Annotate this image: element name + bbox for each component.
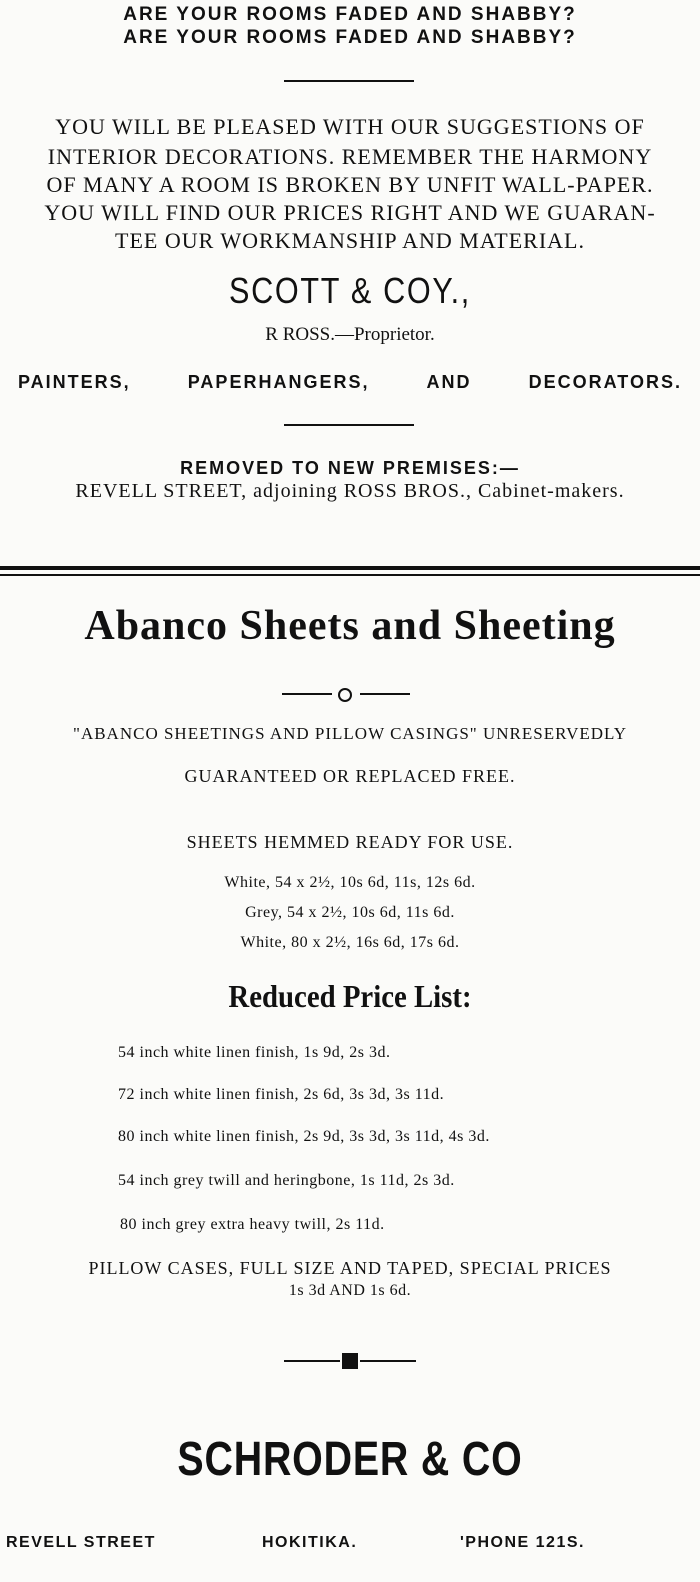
column-divider-thin	[0, 574, 700, 576]
body-line-4: YOU WILL FIND OUR PRICES RIGHT AND WE GUARAN-	[44, 200, 656, 225]
footer-town: HOKITIKA.	[262, 1534, 358, 1551]
ad-title: Abanco Sheets and Sheeting	[84, 603, 616, 649]
price-list-item-1: 54 inch white linen finish, 1s 9d, 2s 3d.	[118, 1044, 391, 1061]
price-list-item-2: 72 inch white linen finish, 2s 6d, 3s 3d, 3s 11d.	[118, 1086, 445, 1103]
trade-and: AND	[426, 372, 472, 392]
scott-coy-advertisement	[0, 0, 700, 560]
firm-name: SCOTT & COY.,	[228, 270, 472, 311]
footer-phone: 'PHONE 121S.	[460, 1534, 585, 1551]
column-divider-thick	[0, 566, 700, 570]
new-premises-address: REVELL STREET, adjoining ROSS BROS., Cabinet-makers.	[75, 480, 625, 502]
guarantee-line-2: GUARANTEED OR REPLACED FREE.	[184, 766, 516, 786]
price-list-item-3: 80 inch white linen finish, 2s 9d, 3s 3d, 3s 11d, 4s 3d.	[118, 1128, 490, 1145]
trades-line	[0, 372, 700, 393]
hemmed-price-2: Grey, 54 x 2½, 10s 6d, 11s 6d.	[245, 904, 455, 921]
ornament-circle-divider	[282, 688, 410, 700]
trade-decorators: DECORATORS.	[528, 372, 682, 392]
ornament-square-divider	[284, 1353, 416, 1369]
proprietor-line: R ROSS.—Proprietor.	[265, 324, 435, 345]
pillow-cases-line-2: 1s 3d AND 1s 6d.	[288, 1282, 412, 1299]
headline-line-2: ARE YOUR ROOMS FADED AND SHABBY?	[123, 27, 577, 48]
abanco-sheets-advertisement	[0, 590, 700, 1582]
removed-notice: REMOVED TO NEW PREMISES:—	[180, 458, 520, 478]
footer-street: REVELL STREET	[6, 1534, 156, 1551]
headline-line-1: ARE YOUR ROOMS FADED AND SHABBY?	[123, 4, 577, 25]
hemmed-heading: SHEETS HEMMED READY FOR USE.	[186, 832, 514, 852]
guarantee-line-1: "ABANCO SHEETINGS AND PILLOW CASINGS" UNRESERVEDLY	[73, 724, 627, 743]
body-line-2: INTERIOR DECORATIONS. REMEMBER THE HARMONY	[47, 144, 653, 169]
rule-top	[284, 80, 414, 82]
hemmed-price-3: White, 80 x 2½, 16s 6d, 17s 6d.	[240, 934, 460, 951]
rule-middle	[284, 424, 414, 426]
price-list-item-4: 54 inch grey twill and heringbone, 1s 11d, 2s 3d.	[118, 1172, 455, 1189]
body-line-5: TEE OUR WORKMANSHIP AND MATERIAL.	[115, 228, 585, 253]
hemmed-price-1: White, 54 x 2½, 10s 6d, 11s, 12s 6d.	[224, 874, 476, 891]
firm-name-schroder: SCHRODER & CO	[177, 1433, 523, 1486]
pillow-cases-line-1: PILLOW CASES, FULL SIZE AND TAPED, SPECIAL PRICES	[88, 1258, 612, 1278]
price-list-item-5: 80 inch grey extra heavy twill, 2s 11d.	[120, 1216, 385, 1233]
price-list-heading: Reduced Price List:	[228, 978, 472, 1014]
body-line-1: YOU WILL BE PLEASED WITH OUR SUGGESTIONS OF	[55, 114, 645, 139]
trade-paperhangers: PAPERHANGERS,	[187, 372, 370, 392]
trade-painters: PAINTERS,	[18, 372, 131, 392]
body-line-3: OF MANY A ROOM IS BROKEN BY UNFIT WALL-PAPER.	[46, 172, 654, 197]
